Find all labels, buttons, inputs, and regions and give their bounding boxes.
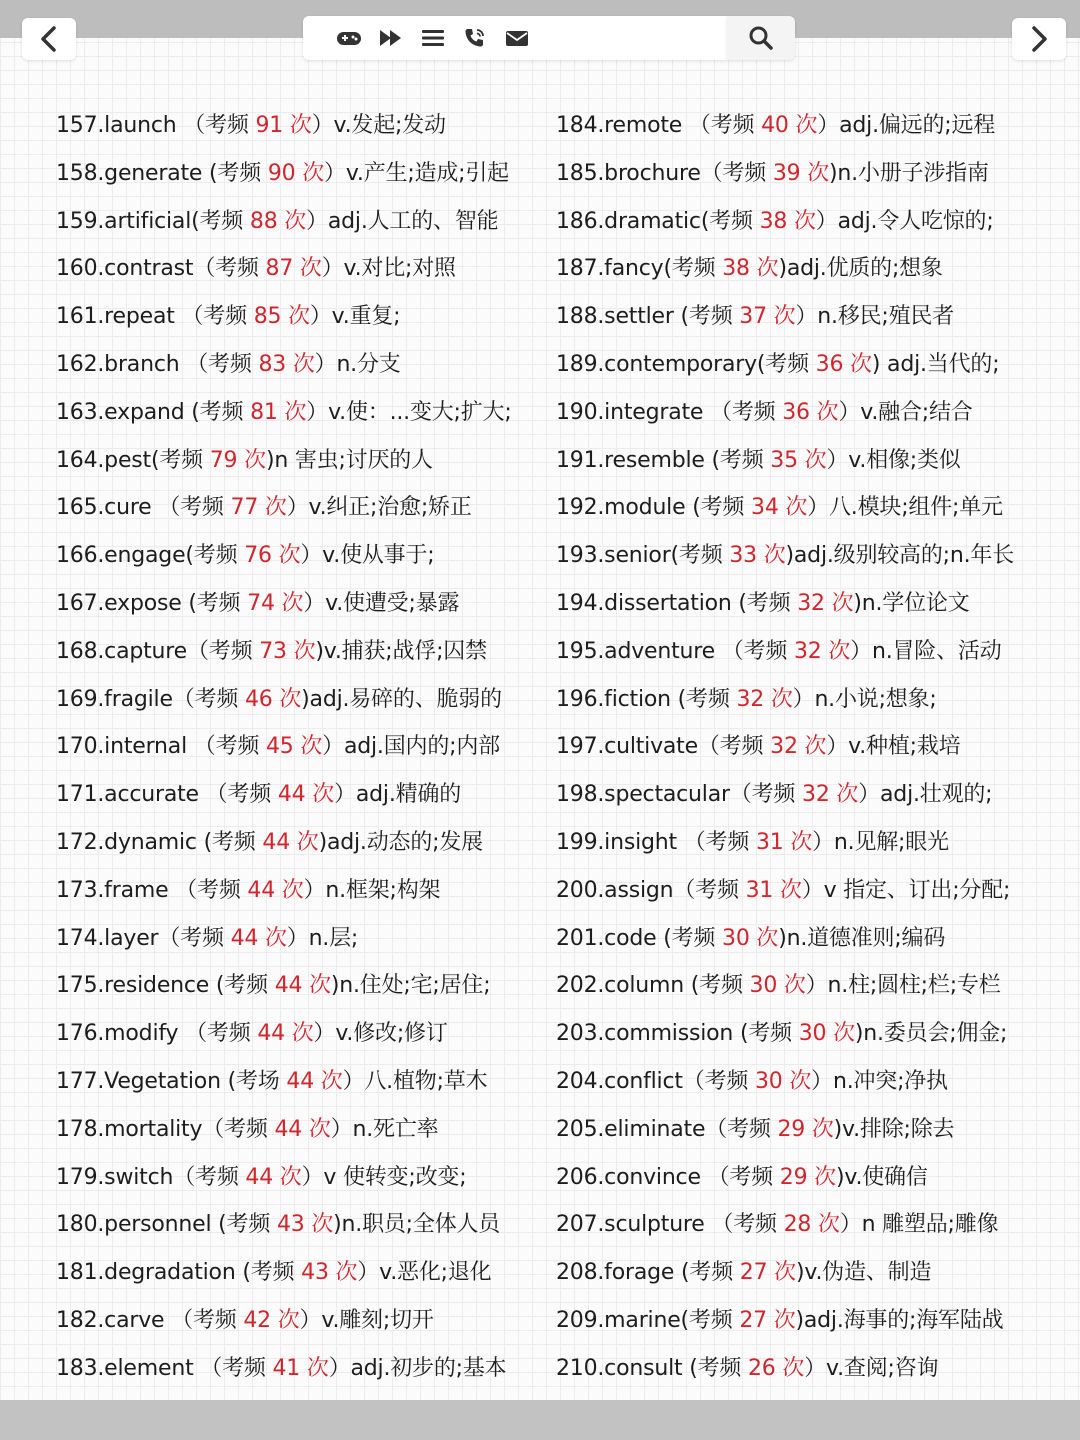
entry-frequency: 43 次: [276, 1212, 334, 1238]
entry-frequency: 44 次: [230, 925, 287, 951]
entry-word: 191.resemble (考频: [556, 447, 771, 473]
entry-word: 189.contemporary(考频: [556, 351, 816, 377]
entry-word: 180.personnel (考频: [56, 1212, 277, 1238]
vocabulary-entry: [56, 341, 526, 389]
entry-meaning: )adj.动态的;发展: [318, 829, 483, 855]
entry-frequency: 29 次: [777, 1116, 834, 1142]
search-icon: [747, 24, 775, 52]
entry-word: 204.conflict（考频: [556, 1068, 755, 1094]
entry-meaning: ）v.重复;: [309, 304, 401, 330]
vocabulary-entry: [556, 1249, 1056, 1297]
entry-frequency: 32 次: [736, 686, 793, 712]
entry-meaning: ）v.使从事于;: [300, 543, 435, 569]
vocabulary-entry: [56, 293, 526, 341]
entry-meaning: ）n.见解;眼光: [812, 829, 949, 855]
entry-word: 160.contrast（考频: [56, 256, 266, 282]
entry-meaning: ）八.模块;组件;单元: [807, 495, 1003, 521]
entry-frequency: 44 次: [257, 1021, 314, 1047]
entry-word: 199.insight （考频: [556, 829, 756, 855]
vocabulary-entry: [556, 198, 1056, 246]
entry-meaning: ）n.层;: [286, 925, 359, 951]
entry-meaning: ）adj.人工的、智能: [306, 208, 499, 234]
entry-meaning: ）v 指定、订出;分配;: [801, 877, 1011, 903]
vocabulary-entry: [56, 867, 526, 915]
entry-word: 195.adventure （考频: [556, 638, 794, 664]
entry-word: 205.eliminate（考频: [556, 1116, 778, 1142]
entry-word: 158.generate (考频: [56, 160, 268, 186]
entry-frequency: 35 次: [770, 447, 827, 473]
entry-word: 184.remote （考频: [556, 113, 762, 138]
entry-frequency: 36 次: [815, 351, 872, 377]
entry-frequency: 91 次: [255, 113, 312, 138]
entry-word: 183.element （考频: [56, 1355, 273, 1381]
entry-frequency: 79 次: [209, 447, 266, 473]
entry-frequency: 30 次: [749, 973, 806, 999]
entry-frequency: 32 次: [793, 638, 851, 664]
entry-word: 202.column (考频: [556, 973, 750, 999]
entry-word: 206.convince （考频: [556, 1164, 780, 1190]
entry-word: 207.sculpture （考频: [556, 1212, 784, 1238]
vocabulary-entry: [556, 484, 1056, 532]
entry-meaning: ）n.冲突;净执: [811, 1068, 948, 1094]
entry-frequency: 44 次: [274, 973, 331, 999]
vocabulary-entry: [556, 676, 1056, 724]
entry-meaning: ）adj.偏远的;远程: [817, 113, 996, 138]
entry-frequency: 44 次: [274, 1116, 331, 1142]
entry-meaning: ）adj.国内的;内部: [322, 734, 500, 760]
vocabulary-entry: [56, 819, 526, 867]
vocabulary-entry: [556, 150, 1056, 198]
entry-meaning: ）adj.精确的: [334, 782, 462, 808]
vocabulary-entry: [56, 198, 526, 246]
chevron-right-icon: [1027, 24, 1051, 54]
vocabulary-entry: [56, 532, 526, 580]
entry-word: 176.modify （考频: [56, 1021, 258, 1047]
entry-frequency: 44 次: [277, 782, 335, 808]
entry-meaning: ）v 使转变;改变;: [301, 1164, 467, 1190]
entry-word: 177.Vegetation (考场: [56, 1068, 287, 1094]
entry-word: 168.capture（考频: [56, 638, 260, 664]
vocabulary-entry: [556, 245, 1056, 293]
vocabulary-entry: [56, 245, 526, 293]
entry-word: 162.branch （考频: [56, 351, 259, 377]
vocabulary-entry: [56, 1010, 526, 1058]
entry-word: 159.artificial(考频: [56, 208, 250, 234]
entry-meaning: )adj.海事的;海军陆战: [795, 1307, 1004, 1333]
entry-frequency: 44 次: [262, 829, 319, 855]
vocabulary-entry: [556, 1201, 1056, 1249]
vocabulary-entry: [556, 293, 1056, 341]
vocabulary-entry: [556, 723, 1056, 771]
entry-frequency: 73 次: [259, 638, 316, 664]
entry-word: 164.pest(考频: [56, 447, 210, 473]
entry-meaning: ) adj.当代的;: [871, 351, 1000, 377]
vocabulary-entry: [556, 771, 1056, 819]
entry-meaning: ）v.相像;类似: [826, 447, 961, 473]
entry-word: 166.engage(考频: [56, 543, 245, 569]
vocabulary-entry: [56, 102, 526, 150]
menu-list-icon: [420, 27, 446, 49]
entry-frequency: 34 次: [751, 495, 808, 521]
entry-meaning: ）n.柱;圆柱;栏;专栏: [805, 973, 1001, 999]
vocabulary-entry: [556, 1058, 1056, 1106]
entry-frequency: 26 次: [748, 1355, 805, 1381]
entry-frequency: 45 次: [265, 734, 323, 760]
menu-button[interactable]: [419, 24, 447, 52]
entry-word: 197.cultivate（考频: [556, 734, 771, 760]
back-button[interactable]: [22, 18, 76, 60]
entry-word: 165.cure （考频: [56, 495, 231, 521]
entry-word: 192.module (考频: [556, 495, 752, 521]
entry-meaning: )adj.易碎的、脆弱的: [301, 686, 502, 712]
vocabulary-entry: [556, 628, 1056, 676]
entry-word: 188.settler (考频: [556, 304, 740, 330]
mail-button[interactable]: [503, 24, 531, 52]
entry-frequency: 90 次: [267, 160, 325, 186]
entry-frequency: 32 次: [770, 734, 827, 760]
entry-meaning: ）v.修改;修订: [313, 1021, 448, 1047]
entry-frequency: 40 次: [761, 113, 818, 138]
vocabulary-entry: [56, 389, 526, 437]
vocabulary-entry: [556, 1010, 1056, 1058]
vocabulary-entry: [556, 915, 1056, 963]
entry-frequency: 87 次: [265, 256, 322, 282]
vocabulary-entry: [56, 676, 526, 724]
entry-frequency: 74 次: [247, 590, 304, 616]
vocabulary-entry: [56, 437, 526, 485]
entry-word: 185.brochure（考频: [556, 160, 773, 186]
entry-word: 200.assign（考频: [556, 877, 746, 903]
entry-meaning: )n.学位论文: [853, 590, 970, 616]
search-button[interactable]: [727, 16, 795, 60]
entry-word: 161.repeat （考频: [56, 304, 254, 330]
entry-word: 203.commission (考频: [556, 1021, 799, 1047]
entry-frequency: 30 次: [754, 1068, 812, 1094]
entry-frequency: 44 次: [286, 1068, 343, 1094]
entry-frequency: 36 次: [782, 399, 839, 425]
vocabulary-entry: [556, 437, 1056, 485]
entry-frequency: 88 次: [249, 208, 307, 234]
entry-frequency: 28 次: [783, 1212, 840, 1238]
entry-frequency: 32 次: [802, 782, 859, 808]
vocabulary-entry: [56, 484, 526, 532]
entry-meaning: ）v.产生;造成;引起: [324, 160, 509, 186]
vocabulary-entry: [56, 580, 526, 628]
entry-frequency: 76 次: [244, 543, 301, 569]
entry-frequency: 31 次: [755, 829, 813, 855]
entry-meaning: ）adj.壮观的;: [858, 782, 993, 808]
fast-forward-icon: [378, 27, 404, 49]
entry-meaning: )adj.级别较高的;n.年长: [785, 543, 1014, 569]
vocabulary-entry: [56, 1345, 526, 1393]
entry-meaning: ）v.使遭受;暴露: [303, 590, 460, 616]
entry-meaning: ）v.种植;栽培: [826, 734, 961, 760]
entry-word: 171.accurate （考频: [56, 782, 278, 808]
vocabulary-entry: [56, 771, 526, 819]
bottom-band: [0, 1400, 1080, 1440]
entry-word: 173.frame （考频: [56, 877, 248, 903]
game-controller-icon: [336, 27, 362, 49]
entry-frequency: 29 次: [779, 1164, 836, 1190]
entry-frequency: 27 次: [739, 1260, 796, 1286]
mail-icon: [504, 27, 530, 49]
entry-frequency: 43 次: [301, 1260, 358, 1286]
entry-word: 186.dramatic(考频: [556, 208, 760, 234]
entry-meaning: ）n.框架;构架: [303, 877, 441, 903]
vocabulary-entry: [556, 1345, 1056, 1393]
entry-frequency: 39 次: [772, 160, 830, 186]
entry-word: 209.marine(考频: [556, 1307, 740, 1333]
entry-frequency: 85 次: [253, 304, 310, 330]
entry-frequency: 81 次: [250, 399, 307, 425]
vocabulary-entry: [56, 1154, 526, 1202]
entry-frequency: 30 次: [722, 925, 779, 951]
entry-meaning: )v.使确信: [835, 1164, 928, 1190]
vocabulary-entry: [56, 628, 526, 676]
chevron-left-icon: [37, 24, 61, 54]
entry-word: 210.consult (考频: [556, 1355, 748, 1381]
entry-meaning: )v.伪造、制造: [795, 1260, 932, 1286]
vocabulary-entry: [56, 723, 526, 771]
phone-call-icon: [462, 27, 488, 49]
entry-meaning: ）v.雕刻;切开: [299, 1307, 434, 1333]
entry-meaning: ）adj.初步的;基本: [328, 1355, 507, 1381]
vocabulary-entry: [56, 1201, 526, 1249]
vocabulary-entry: [56, 915, 526, 963]
entry-meaning: ）八.植物;草木: [342, 1068, 488, 1094]
entry-meaning: )v.捕获;战俘;囚禁: [315, 638, 487, 664]
entry-frequency: 32 次: [797, 590, 854, 616]
entry-meaning: ）v.对比;对照: [321, 256, 456, 282]
entry-meaning: ）n.移民;殖民者: [795, 304, 955, 330]
entry-frequency: 38 次: [759, 208, 816, 234]
entry-word: 187.fancy(考频: [556, 256, 723, 282]
entry-frequency: 42 次: [243, 1307, 300, 1333]
vocabulary-entry: [556, 867, 1056, 915]
vocabulary-entry: [556, 1106, 1056, 1154]
entry-meaning: ）n.小说;想象;: [792, 686, 937, 712]
entry-word: 196.fiction (考频: [556, 686, 737, 712]
entry-frequency: 44 次: [245, 1164, 302, 1190]
entry-meaning: ）v.融合;结合: [838, 399, 973, 425]
entry-frequency: 38 次: [722, 256, 779, 282]
entry-meaning: ）n 雕塑品;雕像: [839, 1212, 999, 1238]
entry-meaning: ）v.恶化;退化: [357, 1260, 492, 1286]
entry-frequency: 27 次: [739, 1307, 796, 1333]
entry-word: 182.carve （考频: [56, 1307, 244, 1333]
vocabulary-entry: [556, 962, 1056, 1010]
entry-word: 190.integrate （考频: [556, 399, 783, 425]
vocabulary-entry: [556, 341, 1056, 389]
entry-meaning: ）v.纠正;治愈;矫正: [286, 495, 472, 521]
entry-word: 201.code (考频: [556, 925, 723, 951]
vocabulary-list-left: [56, 102, 526, 1393]
vocabulary-entry: [56, 1297, 526, 1345]
entry-frequency: 30 次: [798, 1021, 855, 1047]
entry-meaning: )adj.优质的;想象: [778, 256, 943, 282]
entry-frequency: 31 次: [745, 877, 802, 903]
entry-meaning: )n.住处;宅;居住;: [330, 973, 491, 999]
game-controller-button[interactable]: [335, 24, 363, 52]
vocabulary-entry: [556, 819, 1056, 867]
entry-word: 181.degradation (考频: [56, 1260, 302, 1286]
entry-frequency: 33 次: [729, 543, 786, 569]
entry-word: 167.expose (考频: [56, 590, 248, 616]
entry-frequency: 77 次: [230, 495, 287, 521]
entry-word: 198.spectacular（考频: [556, 782, 803, 808]
vocabulary-entry: [556, 1297, 1056, 1345]
entry-frequency: 41 次: [272, 1355, 329, 1381]
forward-button[interactable]: [1012, 18, 1066, 60]
entry-word: 169.fragile（考频: [56, 686, 245, 712]
fast-forward-button[interactable]: [377, 24, 405, 52]
entry-meaning: ）n.冒险、活动: [850, 638, 1002, 664]
entry-frequency: 44 次: [247, 877, 304, 903]
entry-word: 170.internal （考频: [56, 734, 266, 760]
toolbar: [303, 16, 727, 60]
entry-word: 163.expand (考频: [56, 399, 251, 425]
vocabulary-entry: [556, 102, 1056, 150]
entry-word: 193.senior(考频: [556, 543, 730, 569]
entry-frequency: 83 次: [258, 351, 315, 377]
entry-frequency: 46 次: [244, 686, 302, 712]
vocabulary-entry: [556, 389, 1056, 437]
vocabulary-entry: [556, 532, 1056, 580]
entry-meaning: )n 害虫;讨厌的人: [265, 447, 433, 473]
entry-meaning: ）v.发起;发动: [311, 113, 446, 138]
entry-meaning: ）v.使：...变大;扩大;: [306, 399, 512, 425]
entry-meaning: )v.排除;除去: [833, 1116, 955, 1142]
entry-word: 174.layer（考频: [56, 925, 231, 951]
vocabulary-entry: [56, 1106, 526, 1154]
entry-frequency: 37 次: [739, 304, 796, 330]
entry-word: 157.launch （考频: [56, 113, 256, 138]
vocabulary-entry: [56, 1058, 526, 1106]
vocabulary-entry: [556, 1154, 1056, 1202]
entry-word: 175.residence (考频: [56, 973, 275, 999]
entry-meaning: )n.道德准则;编码: [778, 925, 946, 951]
entry-word: 178.mortality（考频: [56, 1116, 275, 1142]
entry-meaning: )n.小册子涉指南: [829, 160, 989, 186]
entry-meaning: ）adj.令人吃惊的;: [815, 208, 994, 234]
entry-word: 194.dissertation (考频: [556, 590, 798, 616]
vocabulary-entry: [56, 150, 526, 198]
entry-meaning: ）n.死亡率: [330, 1116, 439, 1142]
entry-meaning: ）n.分支: [314, 351, 401, 377]
entry-word: 172.dynamic (考频: [56, 829, 263, 855]
entry-word: 179.switch（考频: [56, 1164, 246, 1190]
entry-meaning: )n.委员会;佣金;: [854, 1021, 1008, 1047]
entry-word: 208.forage (考频: [556, 1260, 740, 1286]
entry-meaning: )n.职员;全体人员: [333, 1212, 501, 1238]
entry-meaning: ）v.查阅;咨询: [804, 1355, 939, 1381]
vocabulary-entry: [556, 580, 1056, 628]
phone-button[interactable]: [461, 24, 489, 52]
vocabulary-entry: [56, 1249, 526, 1297]
vocabulary-list-right: [556, 102, 1056, 1393]
vocabulary-entry: [56, 962, 526, 1010]
